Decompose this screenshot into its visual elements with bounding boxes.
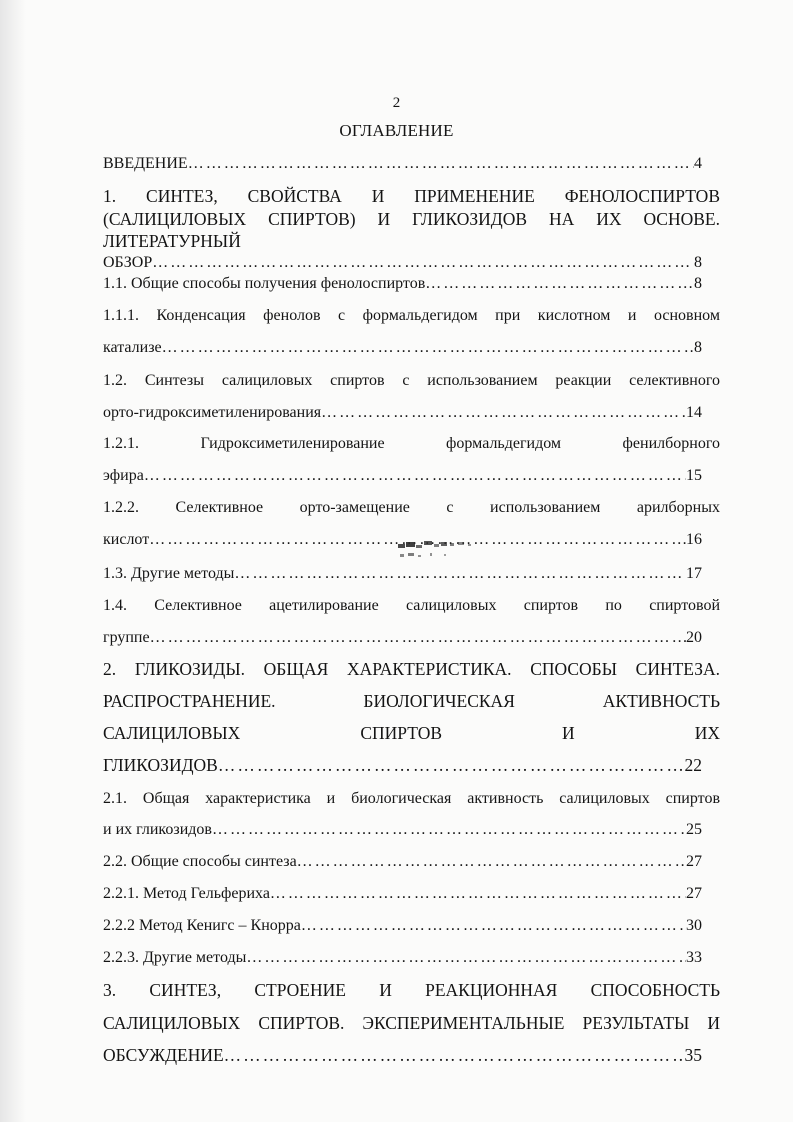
toc-entry-page: 20 [686, 629, 702, 646]
toc-dot-leader [212, 820, 686, 840]
toc-dot-leader [297, 852, 686, 872]
toc-dot-leader [301, 916, 686, 936]
toc-entry-1-1-1-line-1: 1.1.1. Конденсация фенолов с формальдегидом при кислотном и основном [103, 307, 720, 324]
toc-entry-text: орто-гидроксиметиленирования [103, 404, 322, 421]
toc-entry-chapter-2-line-3: САЛИЦИЛОВЫХ СПИРТОВ И ИХ [103, 723, 720, 743]
toc-dot-leader [152, 253, 694, 273]
toc-entry-2-2-1[interactable] [103, 884, 720, 904]
toc-entry-text: ОБСУЖДЕНИЕ [103, 1045, 224, 1065]
toc-title: ОГЛАВЛЕНИЕ [339, 121, 454, 140]
toc-entry-1-2[interactable] [103, 403, 720, 423]
toc-entry-text: 2.2.3. Другие методы [103, 949, 247, 966]
toc-entry-1-2-line-1: 1.2. Синтезы салициловых спиртов с использованием реакции селективного [103, 372, 720, 389]
toc-entry-page: 30 [686, 917, 702, 934]
toc-dot-leader [425, 274, 694, 294]
toc-entry-chapter-1[interactable] [103, 253, 720, 273]
toc-entry-1-2-1[interactable] [103, 466, 720, 486]
toc-dot-leader [321, 403, 686, 423]
toc-dot-leader [218, 755, 685, 775]
toc-entry-chapter-1-line-3: ЛИТЕРАТУРНЫЙ [103, 231, 241, 251]
toc-entry-1-4[interactable] [103, 628, 720, 648]
toc-entry-text: кислот [103, 531, 150, 548]
scan-edge-shadow [0, 0, 26, 1122]
toc-entry-page: 16 [686, 531, 702, 548]
toc-entry-text: 1.3. Другие методы [103, 565, 235, 582]
toc-entry-1-1[interactable] [103, 274, 720, 294]
toc-entry-chapter-1-line-2: (САЛИЦИЛОВЫХ СПИРТОВ) И ГЛИКОЗИДОВ НА ИХ ОСНОВЕ. [103, 209, 720, 229]
toc-entry-page: 25 [686, 821, 702, 838]
toc-entry-page: 17 [686, 565, 702, 582]
toc-entry-page: 35 [684, 1045, 702, 1065]
toc-entry-page: 33 [686, 949, 702, 966]
toc-entry-2-2-2[interactable] [103, 916, 720, 936]
toc-entry-chapter-3[interactable] [103, 1045, 720, 1065]
toc-dot-leader [234, 564, 686, 584]
toc-entry-2-1-line-1: 2.1. Общая характеристика и биологическая активность салициловых спиртов [103, 790, 720, 807]
toc-dot-leader [224, 1045, 685, 1065]
toc-entry-text: 2.2.1. Метод Гельфериха [103, 885, 270, 902]
toc-dot-leader [270, 884, 686, 904]
toc-entry-text: ОБЗОР [103, 254, 153, 271]
toc-entry-2-2[interactable] [103, 852, 720, 872]
scan-smudge [396, 538, 484, 564]
toc-entry-page: 15 [686, 467, 702, 484]
toc-entry-text: эфира [103, 467, 144, 484]
toc-entry-chapter-1-line-1: 1. СИНТЕЗ, СВОЙСТВА И ПРИМЕНЕНИЕ ФЕНОЛОСПИРТОВ [103, 186, 720, 206]
toc-entry-chapter-3-line-1: 3. СИНТЕЗ, СТРОЕНИЕ И РЕАКЦИОННАЯ СПОСОБНОСТЬ [103, 980, 720, 1000]
toc-dot-leader [162, 338, 694, 358]
toc-entry-chapter-2-line-2: РАСПРОСТРАНЕНИЕ. БИОЛОГИЧЕСКАЯ АКТИВНОСТЬ [103, 691, 720, 711]
toc-entry-text: и их гликозидов [103, 821, 212, 838]
toc-entry-introduction[interactable] [103, 154, 720, 174]
toc-entry-2-1[interactable] [103, 820, 720, 840]
toc-entry-page: 4 [694, 155, 702, 172]
toc-entry-chapter-2[interactable] [103, 755, 720, 775]
toc-entry-chapter-2-line-1: 2. ГЛИКОЗИДЫ. ОБЩАЯ ХАРАКТЕРИСТИКА. СПОСОБЫ СИНТЕЗА. [103, 659, 720, 679]
toc-entry-text: 2.2. Общие способы синтеза [103, 853, 297, 870]
toc-entry-page: 8 [694, 339, 702, 356]
toc-entry-1-4-line-1: 1.4. Селективное ацетилирование салициловых спиртов по спиртовой [103, 597, 720, 614]
toc-entry-text: катализе [103, 339, 162, 356]
toc-entry-text: группе [103, 629, 150, 646]
toc-entry-page: 8 [694, 275, 702, 292]
toc-entry-1-2-1-line-1: 1.2.1. Гидроксиметиленирование формальдегидом фенилборного [103, 435, 720, 452]
toc-entry-page: 27 [686, 885, 702, 902]
toc-dot-leader [246, 948, 686, 968]
toc-entry-chapter-3-line-2: САЛИЦИЛОВЫХ СПИРТОВ. ЭКСПЕРИМЕНТАЛЬНЫЕ РЕЗУЛЬТАТЫ И [103, 1013, 720, 1033]
toc-entry-page: 27 [686, 853, 702, 870]
toc-dot-leader [144, 466, 686, 486]
toc-entry-1-2-2-line-1: 1.2.2. Селективное орто-замещение с использованием арилборных [103, 499, 720, 516]
toc-dot-leader [188, 154, 694, 174]
page-number: 2 [392, 95, 401, 111]
toc-entry-text: 1.1. Общие способы получения фенолоспиртов [103, 275, 426, 292]
toc-entry-2-2-3[interactable] [103, 948, 720, 968]
toc-entry-1-1-1[interactable] [103, 338, 720, 358]
toc-entry-text: ВВЕДЕНИЕ [103, 155, 188, 172]
toc-entry-text: ГЛИКОЗИДОВ [103, 755, 218, 775]
toc-dot-leader [150, 628, 686, 648]
toc-entry-page: 8 [694, 254, 702, 271]
toc-entry-text: 2.2.2 Метод Кенигс – Кнорра [103, 917, 301, 934]
toc-entry-1-3[interactable] [103, 564, 720, 584]
toc-entry-page: 14 [686, 404, 702, 421]
toc-entry-page: 22 [684, 755, 702, 775]
